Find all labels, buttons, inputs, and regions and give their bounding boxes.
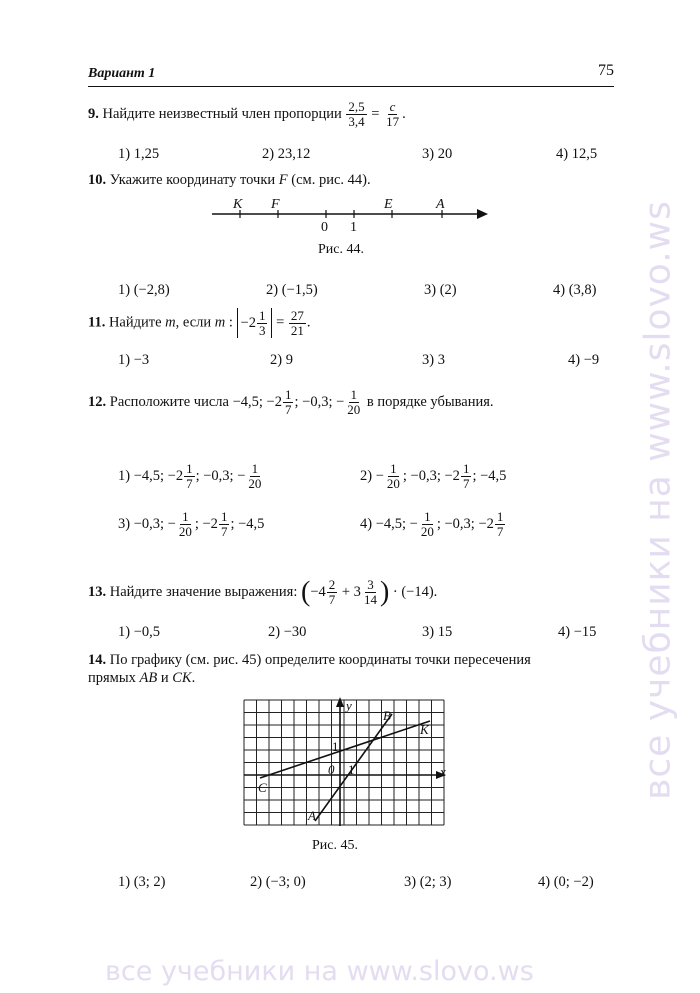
fraction: $\frac{2}{7}$ <box>328 577 336 607</box>
question-10 <box>88 172 371 189</box>
arrow-icon <box>336 697 344 707</box>
question-text: (см. рис. 44). <box>291 172 371 188</box>
point-label: A <box>436 197 445 212</box>
point-label: E <box>384 197 393 212</box>
answer-option: 3) (2; 3) <box>404 874 452 890</box>
question-number: 14. <box>88 652 107 668</box>
fraction: $\frac{2,5}{3,4}$ <box>348 99 365 129</box>
answer-option: 2) (−3; 0) <box>250 874 306 890</box>
question-number: 9. <box>88 105 99 122</box>
answer-option: 3) −0,3; − $\frac{1}{20}$ ; −2 $\frac{1}{7}$ ; −4,5 <box>118 509 265 539</box>
variable: m <box>214 314 226 331</box>
tick-label: 1 <box>350 220 357 235</box>
point-label: K <box>233 197 243 212</box>
answer-option: 4) −9 <box>568 352 600 368</box>
fraction: $\frac{3}{14}$ <box>363 577 377 607</box>
question-text: Расположите числа −4,5; −2 <box>109 393 282 410</box>
absolute-value: −2 $\frac{1}{3}$ <box>237 308 273 338</box>
question-number: 13. <box>88 583 107 600</box>
answer-option: 3) 20 <box>422 146 453 162</box>
question-13: 13. Найдите значение выражения: (−4 $\frac{2}{7}$ + 3 $\frac{3}{14}$ ) · (−14). <box>88 576 438 608</box>
answer-option: 2) 9 <box>270 352 293 368</box>
question-text: ; −0,3; − <box>294 393 345 410</box>
answer-option: 4) −4,5; − $\frac{1}{20}$ ; −0,3; −2 $\frac{1}{7}$ <box>360 509 504 539</box>
figure-caption: Рис. 44. <box>318 242 364 257</box>
answer-option: 1) −0,5 <box>118 624 161 640</box>
axis-label: y <box>346 698 352 713</box>
answer-option: 1) 1,25 <box>118 146 160 162</box>
variable: m <box>165 314 176 331</box>
right-parenthesis: ) <box>379 576 390 608</box>
period: . <box>402 105 406 122</box>
fraction: $\frac{1}{7}$ <box>284 387 292 417</box>
variable: CK <box>172 670 192 686</box>
point-label: C <box>258 780 267 795</box>
figure-caption: Рис. 45. <box>312 838 358 853</box>
question-11 <box>88 308 311 338</box>
axis-label: x <box>440 764 446 779</box>
answer-option: 3) 3 <box>422 352 445 368</box>
variable: AB <box>139 670 158 686</box>
question-text: Найдите значение выражения: <box>109 583 298 600</box>
point-label: A <box>308 808 316 823</box>
coordinate-grid-figure <box>240 696 455 830</box>
answer-option: 4) (3,8) <box>553 282 597 298</box>
number-line-figure <box>200 196 500 236</box>
answer-option: 1) −3 <box>118 352 150 368</box>
question-12 <box>88 388 494 417</box>
colon: : <box>228 314 233 331</box>
equals-sign: = <box>276 314 285 331</box>
point-label: K <box>420 722 429 737</box>
answer-option: 2) (−1,5) <box>266 282 318 298</box>
answer-option: 4) 12,5 <box>556 146 598 162</box>
answer-option: 2) 23,12 <box>262 146 311 162</box>
question-text: По графику (см. рис. 45) определите координаты точки пересечения <box>109 652 531 668</box>
side-watermark: все учебники на www.slovo.ws <box>637 200 679 800</box>
left-parenthesis: ( <box>300 576 311 608</box>
question-14 <box>88 652 531 669</box>
question-number: 11. <box>88 314 106 331</box>
period: . <box>306 314 311 331</box>
question-number: 12. <box>88 393 107 410</box>
variant-title: Вариант 1 <box>88 66 156 81</box>
equals-sign: = <box>371 105 380 122</box>
arrow-icon <box>477 209 488 219</box>
answer-option: 3) (2) <box>424 282 457 298</box>
question-text: Найдите <box>108 314 162 331</box>
point-label: B <box>383 708 391 723</box>
question-number: 10. <box>88 172 107 188</box>
fraction: $\frac{c}{17}$ <box>386 99 400 129</box>
answer-option: 1) (3; 2) <box>118 874 166 890</box>
tick-label: 0 <box>328 762 335 777</box>
page-header <box>88 62 614 87</box>
fraction: $\frac{1}{20}$ <box>347 387 361 417</box>
answer-option: 3) 15 <box>422 624 453 640</box>
tick-label: 0 <box>321 220 328 235</box>
question-text: , если <box>175 314 212 331</box>
question-text: в порядке убывания. <box>366 393 494 410</box>
answer-option: 1) (−2,8) <box>118 282 170 298</box>
answer-option: 2) − $\frac{1}{20}$ ; −0,3; −2 $\frac{1}{7}$ ; −4,5 <box>360 461 507 491</box>
variable: F <box>278 172 288 188</box>
point-label: F <box>271 197 280 212</box>
question-9 <box>88 100 406 129</box>
answer-option: 4) −15 <box>558 624 597 640</box>
answer-option: 2) −30 <box>268 624 307 640</box>
answer-option: 1) −4,5; −2 $\frac{1}{7}$ ; −0,3; − $\frac{1}{20}$ <box>118 461 262 491</box>
question-14-line2: прямых AB и CK. <box>88 670 196 686</box>
question-text: Укажите координату точки <box>109 172 276 188</box>
page-number: 75 <box>598 62 614 79</box>
answer-option: 4) (0; −2) <box>538 874 594 890</box>
question-text: Найдите неизвестный член пропорции <box>102 105 342 122</box>
tick-label: 1 <box>348 762 355 777</box>
bottom-watermark: все учебники на www.slovo.ws <box>105 956 534 987</box>
tick-label: 1 <box>332 739 339 754</box>
fraction: $\frac{27}{21}$ <box>290 307 304 338</box>
